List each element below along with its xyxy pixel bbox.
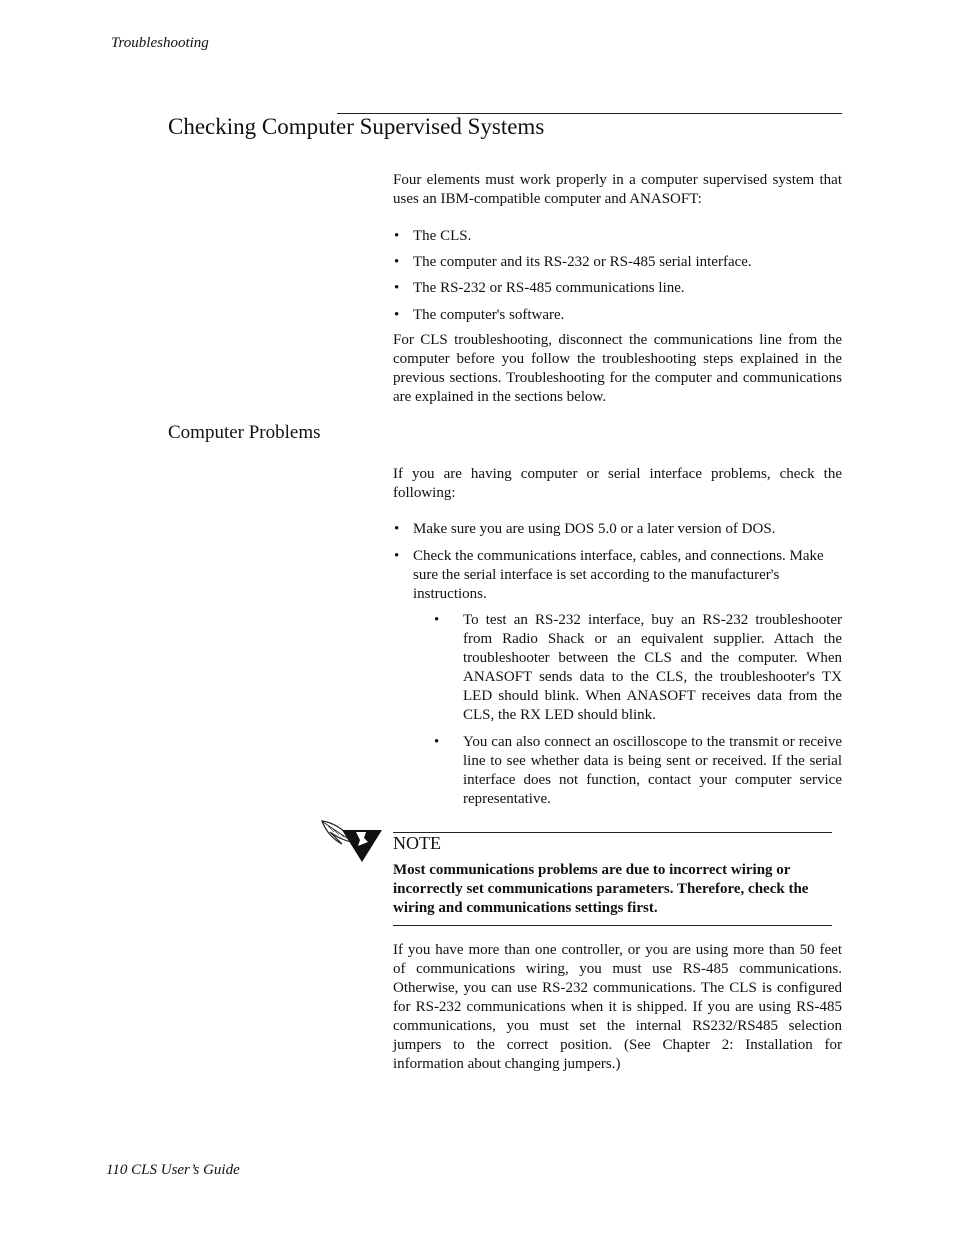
subsection-title: Computer Problems xyxy=(168,422,321,443)
bullet-icon: • xyxy=(434,734,440,750)
list-item: • The computer's software. xyxy=(394,307,565,323)
bullet-icon: • xyxy=(394,548,400,564)
intro-paragraph: If you are having computer or serial interface problems, check the following: xyxy=(393,466,842,501)
section1-paragraph xyxy=(393,331,842,407)
list-item: • The RS-232 or RS-485 communications line. xyxy=(394,280,685,296)
running-footer: 110 CLS User’s Guide xyxy=(106,1162,240,1178)
closing-paragraph: If you have more than one controller, or you are using more than 50 feet of communications wiring, you must use RS-485 communications. Otherwise, you can use RS-232 communications. The CLS is configured for RS-232 communications when it is shipped. If you are using RS-485 communications, you must set the internal RS232/RS485 selection jumpers to the correct position. (See Chapter 2: Installation for information about changing jumpers.) xyxy=(393,942,842,1072)
note-top-rule xyxy=(393,832,832,833)
bullet-icon: • xyxy=(394,521,400,537)
section1-intro xyxy=(393,171,842,209)
section2-intro xyxy=(393,465,842,503)
troubleshooting-paragraph: For CLS troubleshooting, disconnect the communications line from the computer before you follow the troubleshooting steps explained in the previous sections. Troubleshooting for the computer and communications are explained in the sections below. xyxy=(393,332,842,405)
list-item: • Make sure you are using DOS 5.0 or a later version of DOS. xyxy=(394,521,776,537)
problems-list xyxy=(393,520,842,809)
list-item: • Check the communications interface, cables, and connections. Make sure the serial interface is set according to the manufacturer's instructions. xyxy=(394,548,824,602)
list-item: • The CLS. xyxy=(394,228,472,244)
sub-list-item: • To test an RS-232 interface, buy an RS-232 troubleshooter from Radio Shack or an equivalent supplier. Attach the troubleshooter between the CLS and the computer. When ANASOFT sends data to the CLS, the troubleshooter's TX LED should blink. When ANASOFT receives data from the CLS, the RX LED should blink. xyxy=(434,612,842,723)
elements-list xyxy=(393,227,842,325)
bullet-icon: • xyxy=(394,254,400,270)
note-bottom-rule xyxy=(393,925,832,926)
list-item: • The computer and its RS-232 or RS-485 serial interface. xyxy=(394,254,752,270)
closing-section xyxy=(393,941,842,1074)
note-title: NOTE xyxy=(393,833,441,853)
section-title: Checking Computer Supervised Systems xyxy=(168,114,545,139)
note-body: Most communications problems are due to incorrect wiring or incorrectly set communications parameters. Therefore, check the wiring and communications settings first. xyxy=(393,862,809,916)
bullet-icon: • xyxy=(394,280,400,296)
bullet-icon: • xyxy=(394,307,400,323)
running-header: Troubleshooting xyxy=(111,35,209,51)
quill-pen-note-icon xyxy=(320,818,384,869)
bullet-icon: • xyxy=(434,612,440,628)
intro-paragraph: Four elements must work properly in a computer supervised system that uses an IBM-compatible computer and ANASOFT: xyxy=(393,172,842,207)
bullet-icon: • xyxy=(394,228,400,244)
sub-list-item: • You can also connect an oscilloscope to the transmit or receive line to see whether data is being sent or received. If the serial interface does not function, contact your computer service representative. xyxy=(434,734,842,807)
